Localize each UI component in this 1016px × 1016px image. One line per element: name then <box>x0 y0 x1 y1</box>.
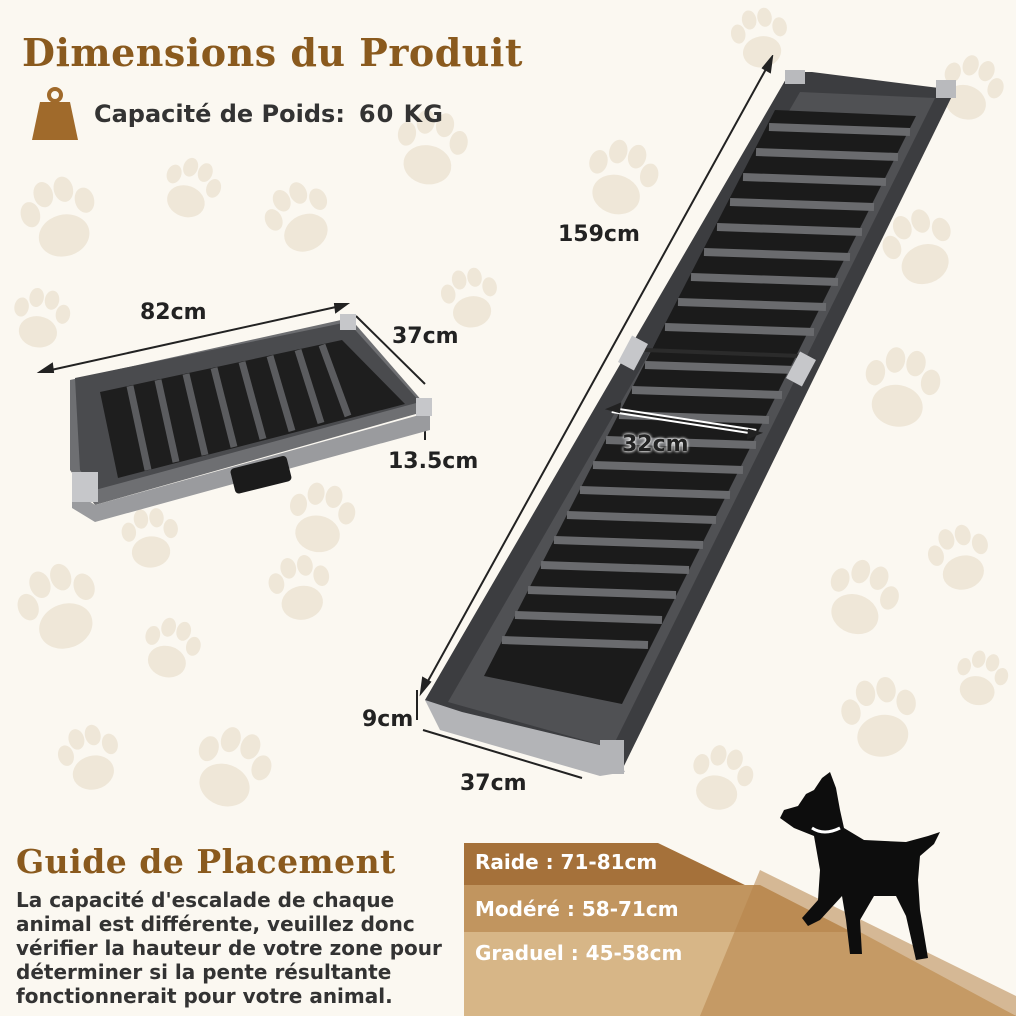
folded-height-label: 13.5cm <box>388 449 479 474</box>
dog-silhouette-icon <box>770 770 950 970</box>
inner-width-label: 32cm <box>622 432 689 457</box>
slope-gradual-label: Graduel : 45-58cm <box>475 941 683 965</box>
guide-description: La capacité d'escalade de chaque animal est différente, veuillez donc vérifier la hauteur de votre zone pour déterminer si la pente résultante fonctionnerait pour votre animal. <box>16 888 442 1008</box>
capacity-row <box>30 86 444 142</box>
capacity-value: 60 KG <box>358 100 444 128</box>
guide-title: Guide de Placement <box>16 842 396 881</box>
unfolded-length-label: 159cm <box>558 222 640 247</box>
unfolded-ramp-illustration <box>410 55 970 795</box>
slope-moderate-label: Modéré : 58-71cm <box>475 897 679 921</box>
page-title: Dimensions du Produit <box>22 30 523 75</box>
outer-width-label: 37cm <box>460 771 527 796</box>
slope-steep-label: Raide : 71-81cm <box>475 850 658 874</box>
capacity-label: Capacité de Poids: <box>94 100 345 128</box>
weight-icon <box>30 86 80 142</box>
folded-ramp-illustration <box>30 300 450 540</box>
folded-width-label: 37cm <box>392 324 459 349</box>
folded-length-label: 82cm <box>140 300 207 325</box>
end-height-label: 9cm <box>362 707 414 732</box>
